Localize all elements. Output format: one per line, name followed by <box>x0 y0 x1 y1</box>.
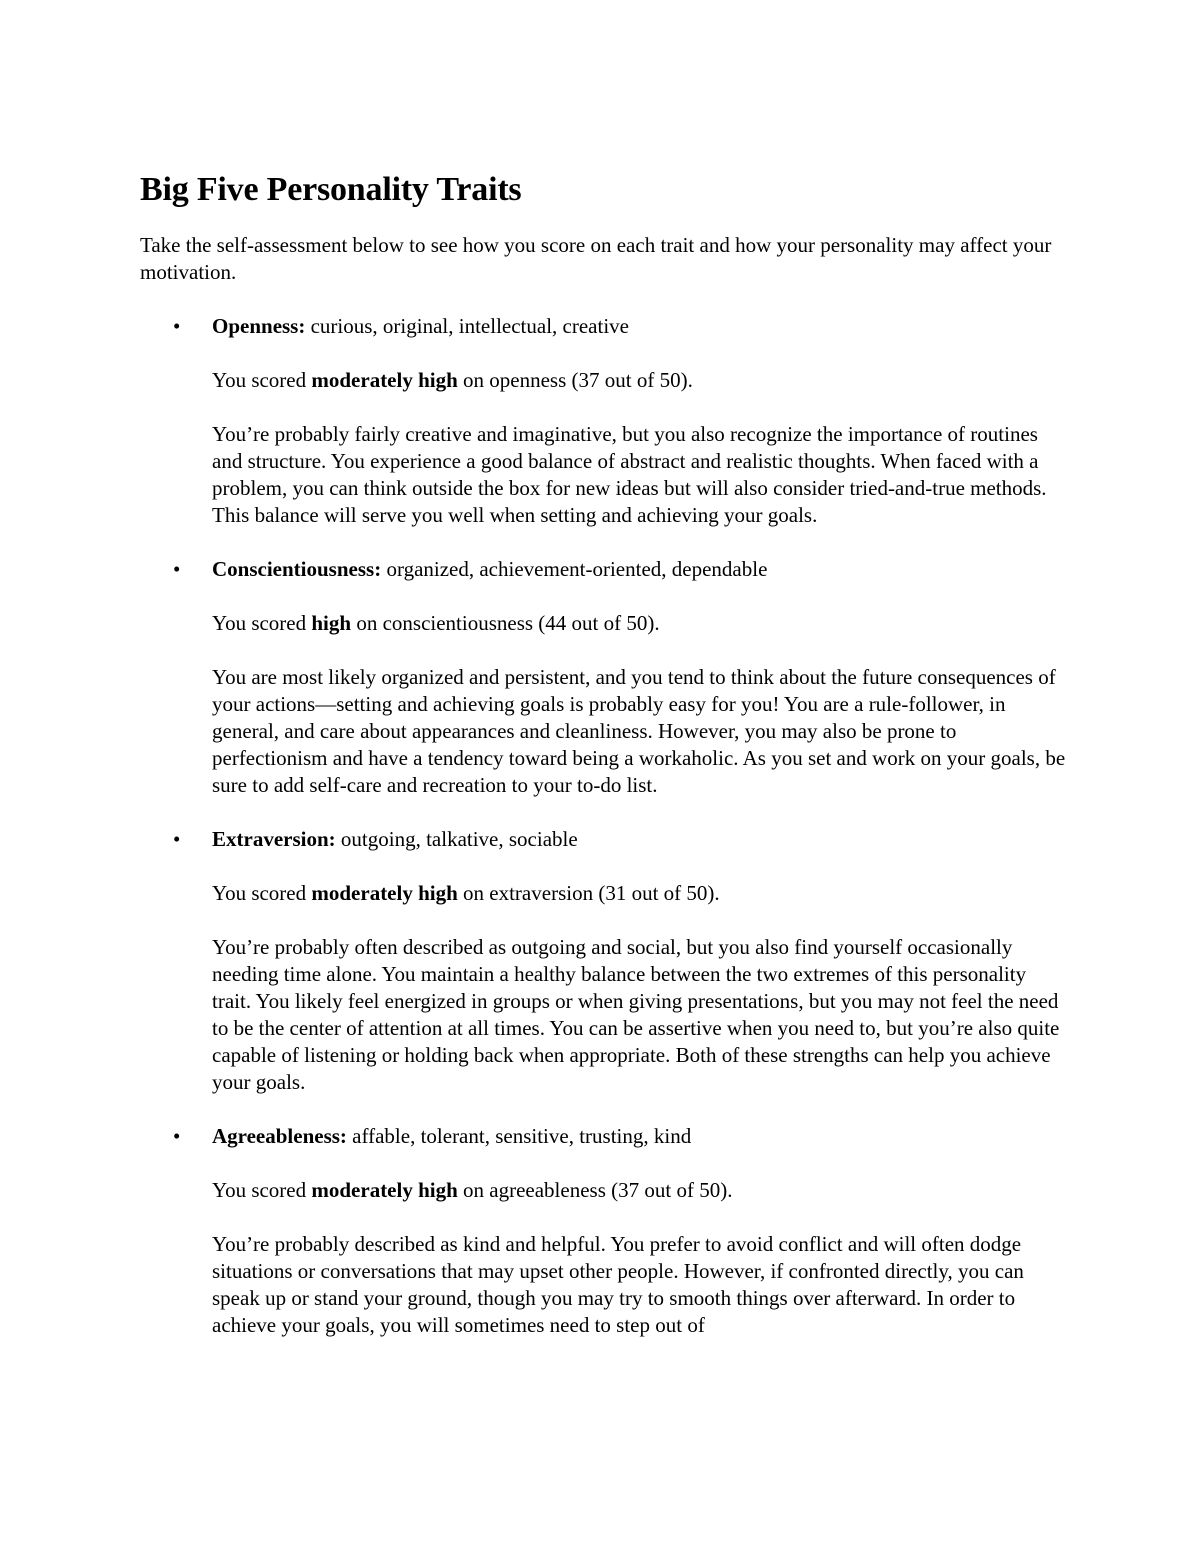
intro-paragraph: Take the self-assessment below to see how you score on each trait and how your personality may affect your motivation. <box>140 233 1052 284</box>
score-level: moderately high <box>311 881 458 905</box>
trait-heading <box>212 826 1070 853</box>
trait-name: Openness: <box>212 314 306 338</box>
score-suffix: on openness (37 out of 50). <box>457 368 693 392</box>
trait-keywords: outgoing, talkative, sociable <box>335 827 578 851</box>
trait-score <box>212 1177 1070 1204</box>
score-suffix: on agreeableness (37 out of 50). <box>457 1178 733 1202</box>
bullet-icon: • <box>173 827 181 851</box>
score-prefix: You scored <box>212 368 312 392</box>
trait-item-extraversion <box>140 826 1070 1096</box>
trait-description: You’re probably often described as outgoing and social, but you also find yourself occasionally needing time alone. You maintain a healthy balance between the two extremes of this personality trait. You likely feel energized in groups or when giving presentations, but you may not feel the need to be the center of attention at all times. You can be assertive when you need to, but you’re also quite capable of listening or holding back when appropriate. Both of these strengths can help you achieve your goals. <box>212 935 1060 1094</box>
score-level: high <box>311 611 352 635</box>
score-level: moderately high <box>311 1178 458 1202</box>
trait-keywords: organized, achievement-oriented, dependable <box>381 557 768 581</box>
trait-description: You’re probably fairly creative and imaginative, but you also recognize the importance of routines and structure. You experience a good balance of abstract and realistic thoughts. When faced with a problem, you can think outside the box for new ideas but will also consider tried-and-true methods. This balance will serve you well when setting and achieving your goals. <box>212 422 1047 527</box>
trait-item-openness <box>140 313 1070 529</box>
trait-score <box>212 367 1070 394</box>
bullet-icon: • <box>173 1124 181 1148</box>
bullet-icon: • <box>173 557 181 581</box>
trait-name: Conscientiousness: <box>212 557 382 581</box>
score-prefix: You scored <box>212 1178 312 1202</box>
bullet-icon: • <box>173 314 181 338</box>
trait-heading <box>212 313 1070 340</box>
score-suffix: on conscientiousness (44 out of 50). <box>351 611 660 635</box>
trait-score <box>212 880 1070 907</box>
page-title: Big Five Personality Traits <box>140 171 522 208</box>
trait-description: You are most likely organized and persistent, and you tend to think about the future consequences of your actions—setting and achieving goals is probably easy for you! You are a rule-follower, in general, and care about appearances and cleanliness. However, you may also be prone to perfectionism and have a tendency toward being a workaholic. As you set and work on your goals, be sure to add self-care and recreation to your to-do list. <box>212 665 1066 797</box>
trait-heading <box>212 556 1070 583</box>
traits-list <box>140 313 1070 1339</box>
score-prefix: You scored <box>212 881 312 905</box>
trait-keywords: curious, original, intellectual, creative <box>305 314 629 338</box>
score-level: moderately high <box>311 368 458 392</box>
trait-item-agreeableness <box>140 1123 1070 1339</box>
trait-item-conscientiousness <box>140 556 1070 799</box>
trait-score <box>212 610 1070 637</box>
score-suffix: on extraversion (31 out of 50). <box>457 881 720 905</box>
trait-keywords: affable, tolerant, sensitive, trusting, kind <box>346 1124 692 1148</box>
trait-description: You’re probably described as kind and helpful. You prefer to avoid conflict and will often dodge situations or conversations that may upset other people. However, if confronted directly, you can speak up or stand your ground, though you may try to smooth things over afterward. In order to achieve your goals, you will sometimes need to step out of <box>212 1232 1024 1337</box>
score-prefix: You scored <box>212 611 312 635</box>
document-page <box>140 170 1070 1366</box>
trait-name: Agreeableness: <box>212 1124 347 1148</box>
trait-name: Extraversion: <box>212 827 336 851</box>
trait-heading <box>212 1123 1070 1150</box>
